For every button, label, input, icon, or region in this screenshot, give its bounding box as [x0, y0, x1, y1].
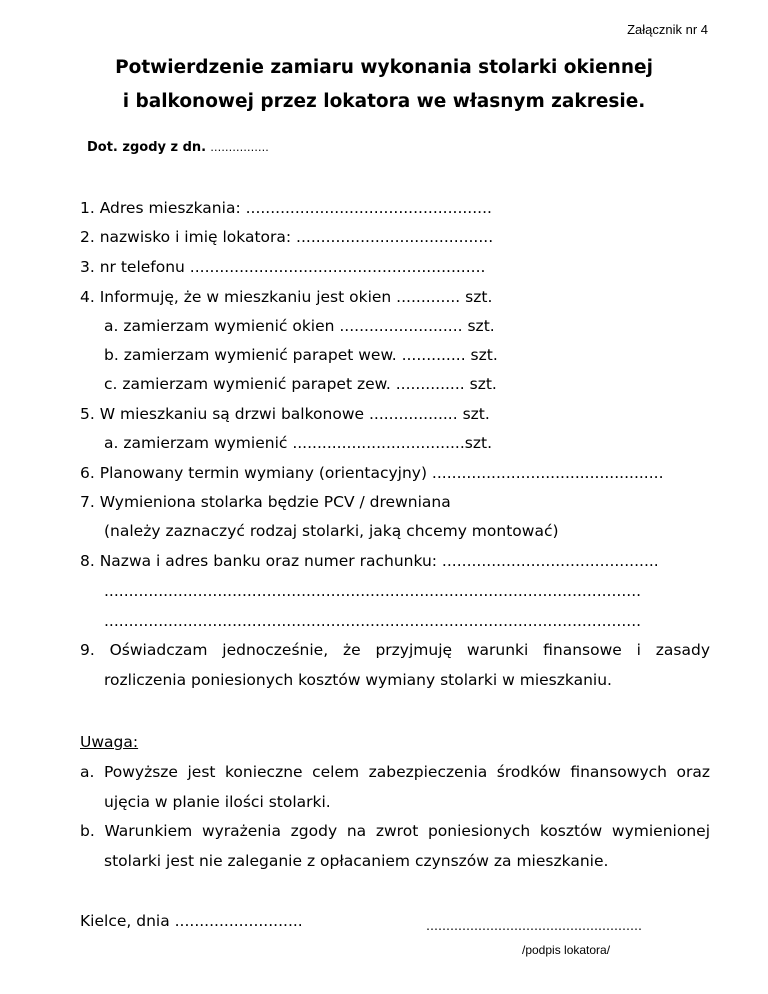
note-a: a. Powyższe jest konieczne celem zabezpieczenia środków finansowych oraz — [80, 763, 710, 781]
item-8-bank: 8. Nazwa i adres banku oraz numer rachunku: ............................................ — [80, 552, 659, 570]
notes-heading: Uwaga: — [80, 733, 139, 751]
item-6-planned-date: 6. Planowany termin wymiany (orientacyjny) ............................................... — [80, 464, 664, 482]
item-4b-replace-inner-sill: b. zamierzam wymienić parapet wew. ............. szt. — [104, 346, 498, 364]
item-5-balcony-doors: 5. W mieszkaniu są drzwi balkonowe .................. szt. — [80, 405, 490, 423]
item-7-note: (należy zaznaczyć rodzaj stolarki, jaką chcemy montować) — [104, 522, 559, 540]
item-8-bank-line-2: ............................................................................................................. — [104, 582, 642, 600]
item-2-name: 2. nazwisko i imię lokatora: ........................................ — [80, 228, 494, 246]
item-7-material: 7. Wymieniona stolarka będzie PCV / drewniana — [80, 493, 451, 511]
document-title-line-1: Potwierdzenie zamiaru wykonania stolarki okiennej — [115, 57, 653, 78]
document-title-line-2: i balkonowej przez lokatora we własnym zakresie. — [122, 91, 646, 112]
item-3-phone: 3. nr telefonu ............................................................ — [80, 258, 486, 276]
place-and-date: Kielce, dnia .......................... — [80, 912, 303, 930]
annex-label: Załącznik nr 4 — [627, 22, 708, 37]
item-9-declaration: 9. Oświadczam jednocześnie, że przyjmuję warunki finansowe i zasady — [80, 641, 710, 659]
item-4a-replace-windows: a. zamierzam wymienić okien ......................... szt. — [104, 317, 495, 335]
item-5a-replace-doors: a. zamierzam wymienić ...................................szt. — [104, 434, 492, 452]
item-8-bank-line-3: ............................................................................................................. — [104, 612, 642, 630]
signature-line: ……………………………………………… — [426, 919, 642, 933]
item-4-windows: 4. Informuję, że w mieszkaniu jest okien ............. szt. — [80, 288, 493, 306]
note-b: b. Warunkiem wyrażenia zgody na zwrot poniesionych kosztów wymienionej — [80, 822, 710, 840]
item-4c-replace-outer-sill: c. zamierzam wymienić parapet zew. .............. szt. — [104, 375, 497, 393]
consent-reference-label: Dot. zgody z dn. — [87, 140, 207, 155]
item-1-address: 1. Adres mieszkania: .................................................. — [80, 199, 492, 217]
signature-label: /podpis lokatora/ — [522, 943, 611, 957]
note-a-line-2: ujęcia w planie ilości stolarki. — [104, 793, 331, 811]
consent-reference-date-blank: ……………. — [210, 141, 269, 154]
consent-reference — [87, 140, 269, 155]
item-9-declaration-line-2: rozliczenia poniesionych kosztów wymiany stolarki w mieszkaniu. — [104, 671, 612, 689]
note-b-line-2: stolarki jest nie zaleganie z opłacaniem czynszów za mieszkanie. — [104, 852, 609, 870]
